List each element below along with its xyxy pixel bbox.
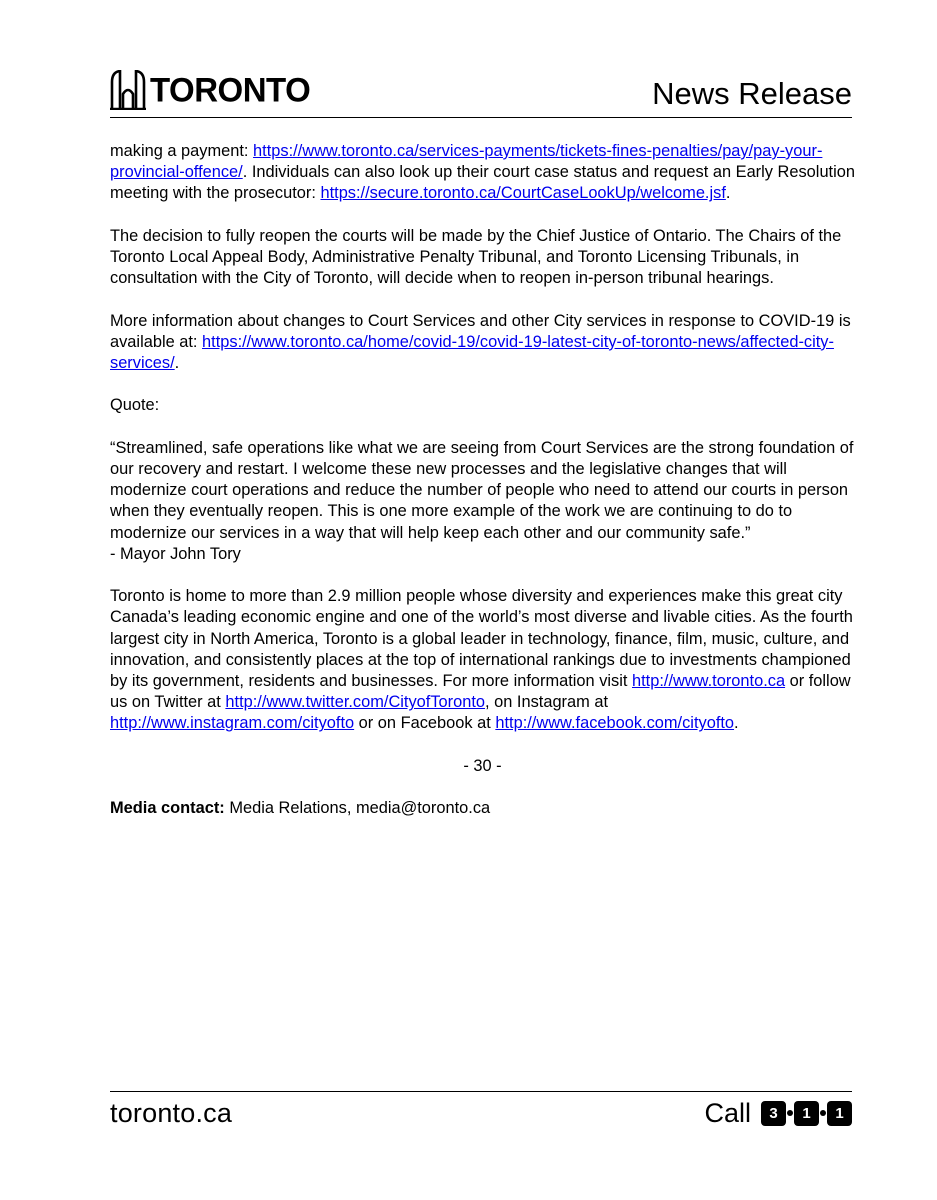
end-marker: - 30 -: [463, 756, 502, 775]
pay-offence-link[interactable]: https://www.toronto.ca/services-payments/tickets-fines-penalties/pay/pay-your-provincial-offence/: [110, 142, 823, 182]
page-header: [110, 62, 852, 118]
toronto-logo: [110, 66, 310, 110]
quote-block: [110, 438, 855, 565]
quote-text: “Streamlined, safe operations like what we are seeing from Court Services are the strong foundation of our recovery and restart. I welcome these new processes and the legislative changes that will modernize court operations and reduce the number of people who need to attend our courts in person when they eventually reopen. This is one more example of the work we are continuing to do to modernize our services in a way that will help keep each other and our community safe.”: [110, 438, 854, 542]
quote-author: - Mayor John Tory: [110, 544, 241, 563]
media-contact-label: Media contact:: [110, 799, 225, 818]
media-contact: [110, 798, 855, 819]
page-title: News Release: [652, 76, 852, 111]
call-311-badge: [704, 1097, 852, 1129]
facebook-link[interactable]: http://www.facebook.com/cityofto: [495, 714, 735, 733]
city-hall-icon: [110, 70, 146, 110]
more-info-paragraph: More information about changes to Court Services and other City services in response to COVID-19 is available at: https://www.toronto.ca/home/covid-19/covid-19-latest-city-of-toronto-news/affected-city-services/.: [110, 311, 851, 372]
payment-paragraph: making a payment: https://www.toronto.ca/services-payments/tickets-fines-penalties/pay/pay-your-provincial-offence/. Individuals can also look up their court case status and request an Early Resolution meeting with the prosecutor: https://secure.toronto.ca/CourtCaseLookUp/welcome.jsf.: [110, 142, 855, 203]
dot-separator: [787, 1110, 793, 1116]
logo-wordmark: TORONTO: [150, 70, 311, 109]
footer-divider: [110, 1091, 852, 1092]
footer-site: toronto.ca: [110, 1098, 233, 1128]
instagram-link[interactable]: http://www.instagram.com/cityofto: [110, 714, 355, 733]
twitter-link[interactable]: http://www.twitter.com/CityofToronto: [225, 693, 486, 712]
reopen-paragraph: The decision to fully reopen the courts will be made by the Chief Justice of Ontario. The Chairs of the Toronto Local Appeal Body, Administrative Penalty Tribunal, and Toronto Licensing Tribunals, in consultation with the City of Toronto, will decide when to reopen in-person tribunal hearings.: [110, 226, 842, 288]
digit-3: 3: [761, 1101, 786, 1126]
court-case-lookup-link[interactable]: https://secure.toronto.ca/CourtCaseLookUp/welcome.jsf: [320, 184, 726, 203]
affected-services-link[interactable]: https://www.toronto.ca/home/covid-19/covid-19-latest-city-of-toronto-news/affected-city-services/: [110, 332, 834, 372]
digit-1: 1: [827, 1101, 852, 1126]
call-label: Call: [704, 1098, 751, 1128]
media-contact-value: Media Relations, media@toronto.ca: [224, 799, 491, 818]
quote-label: Quote:: [110, 396, 160, 415]
toronto-site-link[interactable]: http://www.toronto.ca: [632, 672, 786, 690]
about-toronto-paragraph: Toronto is home to more than 2.9 million people whose diversity and experiences make this great city Canada’s leading economic engine and one of the world’s most diverse and livable cities. As the fourth largest city in North America, Toronto is a global leader in technology, finance, film, music, culture, and innovation, and consistently places at the top of international rankings due to investments championed by its government, residents and businesses. For more information visit http://www.toronto.ca or follow us on Twitter at http://www.twitter.com/CityofToronto, on Instagram at http://www.instagram.com/cityofto or on Facebook at http://www.facebook.com/cityofto.: [110, 587, 853, 733]
release-body: [110, 141, 855, 841]
digit-1: 1: [794, 1101, 819, 1126]
dot-separator: [820, 1110, 826, 1116]
header-divider: [110, 117, 852, 118]
